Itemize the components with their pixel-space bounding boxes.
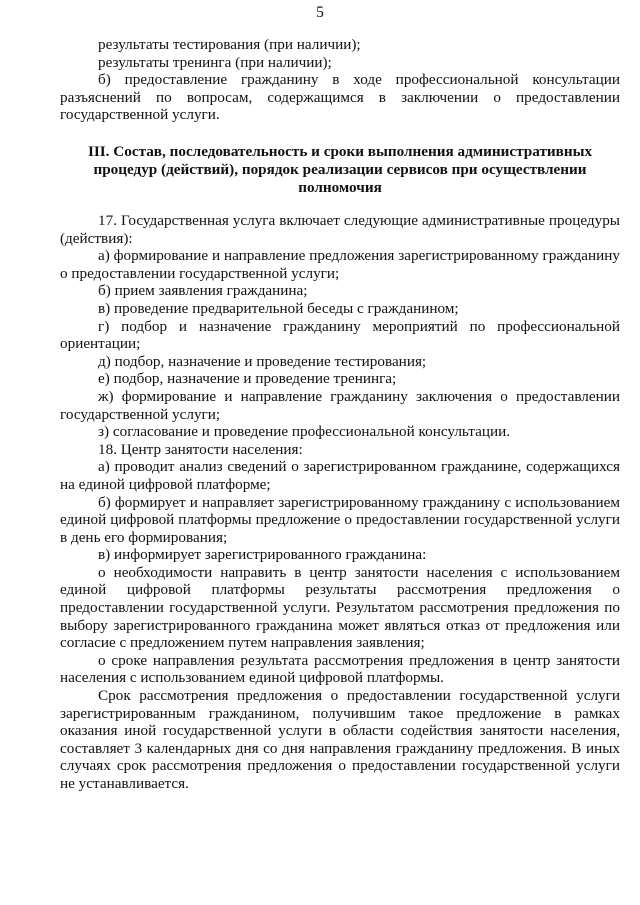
list-item: в) информирует зарегистрированного гражданина:	[98, 546, 427, 564]
list-item: о сроке направления результата рассмотрения предложения в центр занятости населения с использованием единой цифровой платформы.	[60, 651, 620, 687]
paragraph: Срок рассмотрения предложения о предоставлении государственной услуги зарегистрированным гражданином, получившим такое предложение в рамках оказания иной государственной услуги в области содействия занятости населения, составляет 3 календарных дня со дня направления гражданину предложения. В иных случаях срок рассмотрения предложения о предоставлении государственной услуги не устанавливается.	[60, 687, 620, 792]
list-item: ж) формирование и направление гражданину заключения о предоставлении государственной услуги;	[60, 387, 620, 423]
list-item: д) подбор, назначение и проведение тестирования;	[98, 352, 427, 370]
page-number: 5	[316, 4, 324, 21]
intro-line: результаты тестирования (при наличии);	[98, 36, 361, 53]
intro-block	[60, 36, 620, 124]
main-text	[60, 212, 620, 793]
section-heading: III. Состав, последовательность и сроки выполнения административных процедур (действий), порядок реализации сервисов при осуществлении полномочия	[87, 143, 593, 197]
list-item: з) согласование и проведение профессиональной консультации.	[98, 423, 511, 441]
list-item: г) подбор и назначение гражданину мероприятий по профессиональной ориентации;	[60, 317, 620, 353]
intro-paragraph: б) предоставление гражданину в ходе профессиональной консультации разъяснений по вопросам, содержащимся в заключении о предоставлении государственной услуги.	[60, 71, 620, 124]
list-item: б) формирует и направляет зарегистрированному гражданину с использованием единой цифровой платформы предложение о предоставлении государственной услуги в день его формирования;	[60, 493, 620, 546]
paragraph: 17. Государственная услуга включает следующие административные процедуры (действия):	[60, 212, 620, 247]
list-item: е) подбор, назначение и проведение тренинга;	[98, 370, 397, 388]
intro-line: результаты тренинга (при наличии);	[98, 53, 332, 71]
list-item: б) прием заявления гражданина;	[98, 282, 308, 300]
list-item: а) проводит анализ сведений о зарегистрированном гражданине, содержащихся на единой цифровой платформе;	[60, 458, 620, 493]
list-item: о необходимости направить в центр занятости населения с использованием единой цифровой платформы результаты рассмотрения предложения о предоставлении государственной услуги. Результатом рассмотрения предложения по выбору зарегистрированного гражданина может являться отказ от предложения или согласие с предложением путем направления заявления;	[60, 563, 620, 652]
list-item: а) формирование и направление предложения зарегистрированному гражданину о предоставлении государственной услуги;	[60, 247, 620, 282]
list-item: в) проведение предварительной беседы с гражданином;	[98, 299, 459, 317]
paragraph: 18. Центр занятости населения:	[98, 440, 303, 458]
